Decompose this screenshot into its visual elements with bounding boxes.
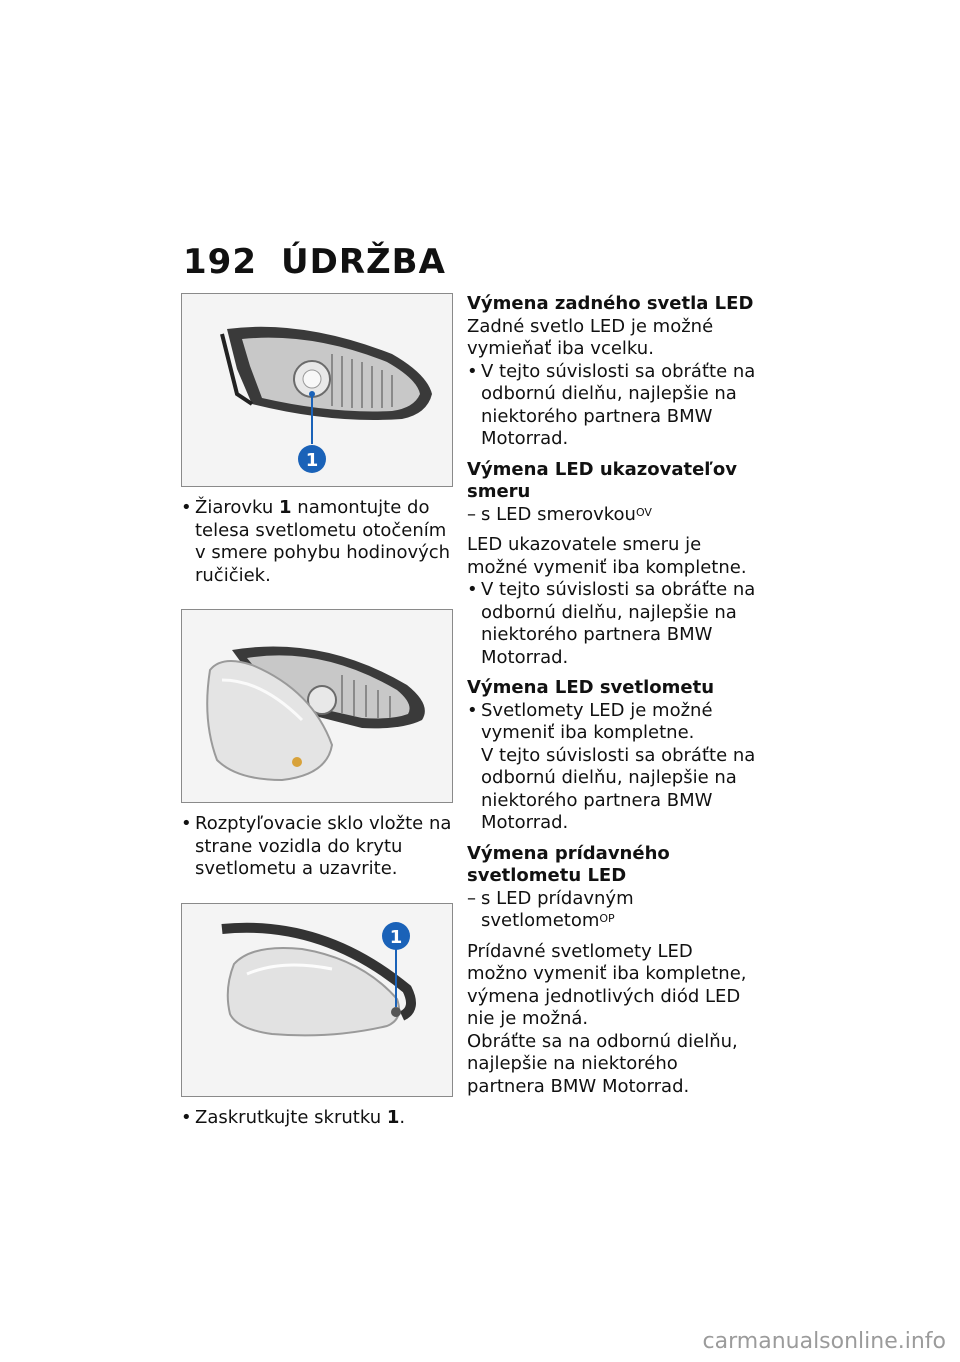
page-header: [183, 242, 446, 282]
heading-headlight: Výmena LED svetlometu: [467, 677, 715, 698]
left-column: [181, 293, 453, 1151]
option-turn-indicators: – s LED smerovkou$^{OV}$: [467, 504, 757, 527]
lens-insert-illustration: [182, 610, 452, 802]
bulb-housing-illustration: [182, 294, 452, 486]
figure1-callout: 1: [305, 450, 319, 471]
text-turn-indicators: LED ukazovatele smeru je možné vymeniť iba kompletne.: [467, 534, 747, 578]
figure-screw: [181, 903, 453, 1097]
figure3-callout: 1: [389, 926, 403, 948]
option-aux-light: – s LED prídavným svetlometom$^{OP}$: [467, 888, 757, 933]
heading-rear-light: Výmena zadného svetla LED: [467, 293, 754, 314]
option-code-op: OP: [599, 912, 615, 925]
bullet-rear-light: • V tejto súvislosti sa obráťte na odbornú dielňu, najlepšie na niektorého partnera BMW Motorrad.: [467, 361, 757, 451]
ref-1: 1: [279, 497, 292, 518]
ref-1b: 1: [386, 1106, 400, 1128]
section-title: ÚDRŽBA: [281, 242, 446, 282]
heading-turn-indicators: Výmena LED ukazovateľov smeru: [467, 458, 738, 502]
caption-screw: • Zaskrutkujte skrutku 1.: [181, 1107, 453, 1130]
page-number: 192: [183, 242, 257, 282]
right-column: [467, 293, 757, 1098]
bullet-turn-indicators: • V tejto súvislosti sa obráťte na odbornú dielňu, najlepšie na niektorého partnera BMW Motorrad.: [467, 579, 757, 669]
text-aux-light-2: Obráťte sa na odbornú dielňu, najlepšie na niektorého partnera BMW Motorrad.: [467, 1030, 738, 1097]
option-code-ov: OV: [635, 505, 652, 519]
bullet-headlight: • Svetlomety LED je možné vymeniť iba kompletne. V tejto súvislosti sa obráťte na odbornú dielňu, najlepšie na niektorého partnera BMW Motorrad.: [467, 700, 757, 835]
caption-lens-insert: • Rozptyľovacie sklo vložte na strane vozidla do krytu svetlometu a uzavrite.: [181, 813, 453, 881]
watermark: carmanualsonline.info: [702, 1329, 946, 1354]
text-aux-light-1: Prídavné svetlomety LED možno vymeniť iba kompletne, výmena jednotlivých diód LED nie je možná.: [467, 940, 747, 1029]
figure-bulb-install: [181, 293, 453, 487]
caption-bulb-install: • Žiarovku 1 namontujte do telesa svetlometu otočením v smere pohybu hodinových ručičiek.: [181, 497, 453, 587]
screw-illustration: [182, 904, 452, 1096]
heading-aux-light: Výmena prídavného svetlometu LED: [467, 842, 670, 886]
figure-lens-insert: [181, 609, 453, 803]
text-rear-light: Zadné svetlo LED je možné vymieňať iba vcelku.: [467, 315, 714, 359]
